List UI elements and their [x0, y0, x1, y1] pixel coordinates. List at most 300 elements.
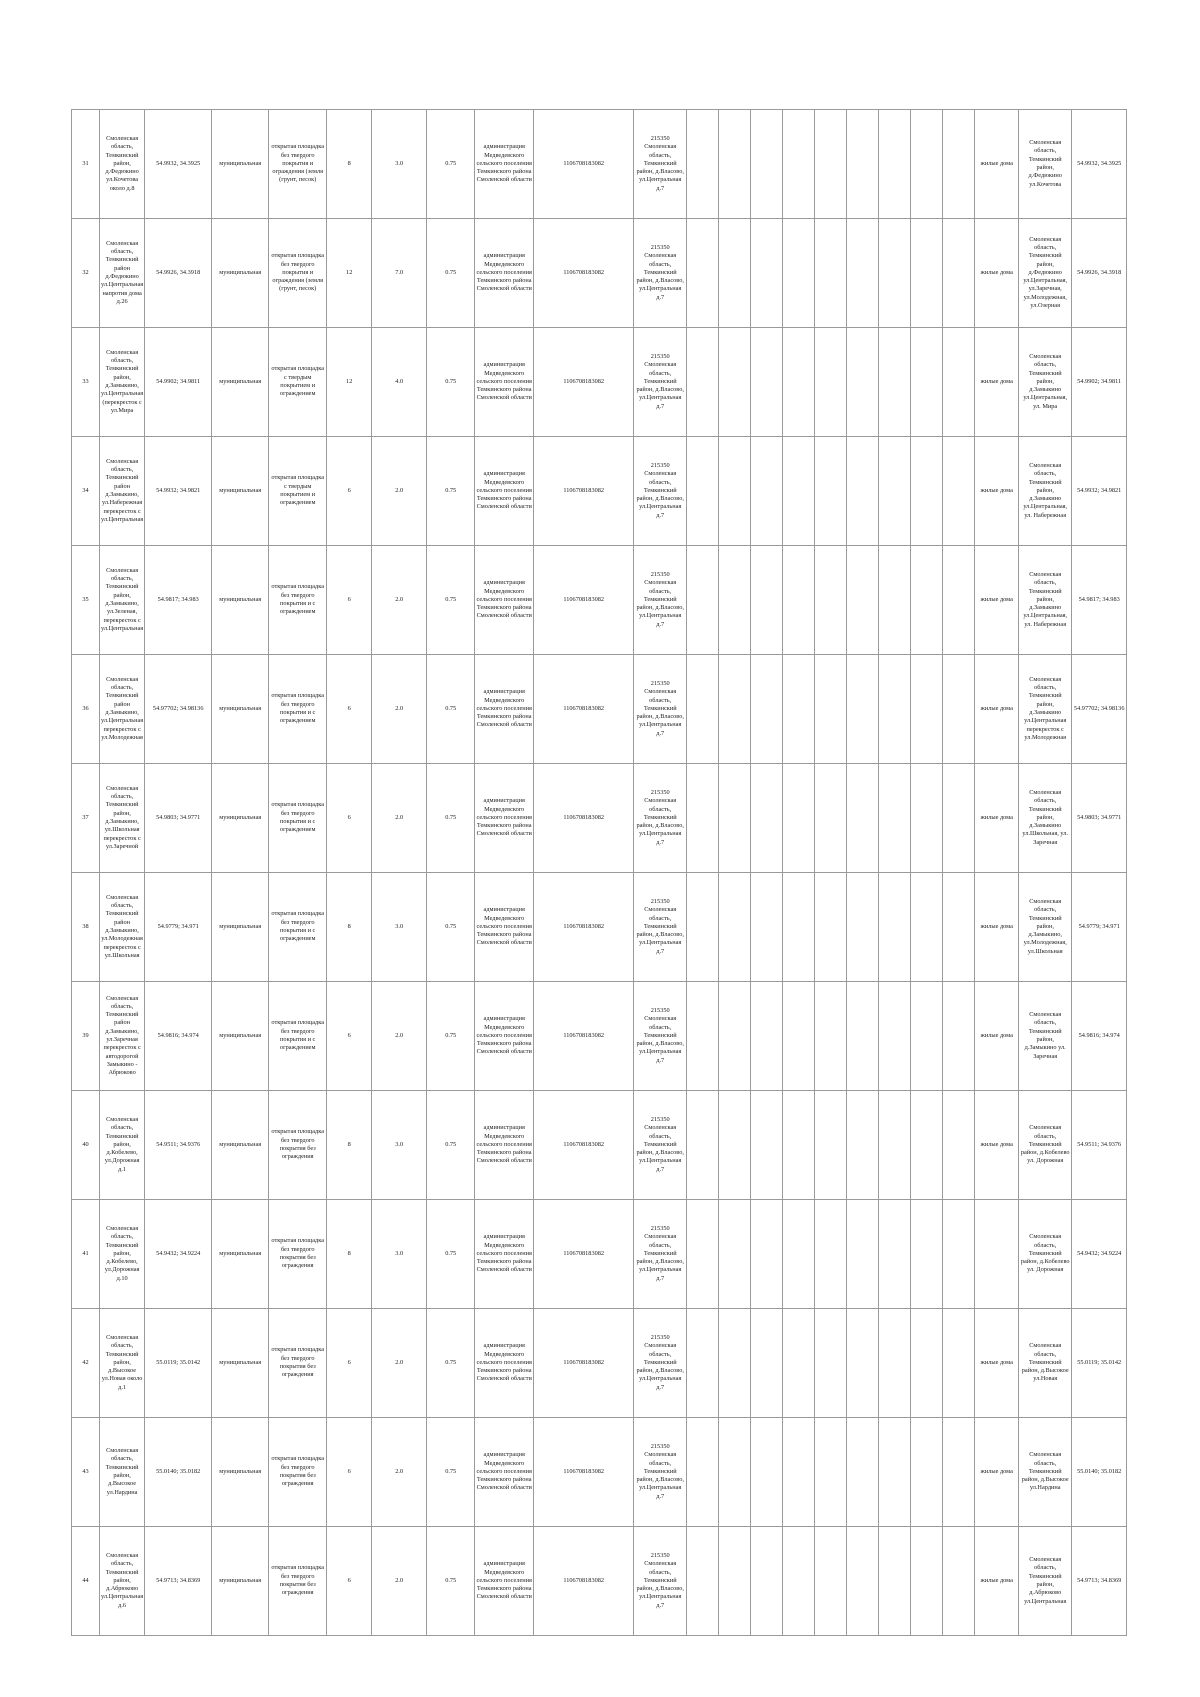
- owner-address: 215350 Смоленская область, Темкинский район, д.Власово, ул.Центральная д.7: [634, 764, 687, 873]
- empty-cell: [687, 982, 719, 1091]
- empty-cell: [815, 328, 847, 437]
- waste-source-type: жилые дома: [975, 655, 1019, 764]
- container-volume: 0.75: [427, 110, 475, 219]
- empty-cell: [751, 328, 783, 437]
- empty-cell: [815, 1309, 847, 1418]
- served-coordinates: 55.0140; 35.0182: [1072, 1418, 1127, 1527]
- empty-cell: [751, 764, 783, 873]
- empty-cell: [751, 1418, 783, 1527]
- ownership-type: муниципальная: [212, 982, 269, 1091]
- empty-cell: [911, 546, 943, 655]
- site-coordinates: 54.9803; 34.9771: [145, 764, 212, 873]
- empty-cell: [687, 219, 719, 328]
- empty-cell: [847, 1527, 879, 1636]
- empty-cell: [879, 1418, 911, 1527]
- site-description: открытая площадка с твердым покрытием и ограждением: [269, 437, 327, 546]
- empty-cell: [943, 219, 975, 328]
- site-area: 8: [327, 1091, 372, 1200]
- empty-cell: [911, 1309, 943, 1418]
- container-volume: 0.75: [427, 1200, 475, 1309]
- empty-cell: [687, 764, 719, 873]
- site-coordinates: 54.9779; 34.971: [145, 873, 212, 982]
- owner-address: 215350 Смоленская область, Темкинский район, д.Власово, ул.Центральная д.7: [634, 546, 687, 655]
- empty-cell: [751, 982, 783, 1091]
- empty-cell: [751, 655, 783, 764]
- empty-cell: [751, 110, 783, 219]
- site-coordinates: 54.9932; 34.9821: [145, 437, 212, 546]
- ownership-type: муниципальная: [212, 1309, 269, 1418]
- row-number: 40: [72, 1091, 100, 1200]
- ownership-type: муниципальная: [212, 873, 269, 982]
- site-coordinates: 54.9817; 34.983: [145, 546, 212, 655]
- site-description: открытая площадка без твердого покрытия и с ограждением: [269, 655, 327, 764]
- empty-cell: [879, 1200, 911, 1309]
- ownership-type: муниципальная: [212, 1091, 269, 1200]
- empty-cell: [815, 873, 847, 982]
- empty-cell: [911, 1527, 943, 1636]
- table-row: [72, 1418, 1127, 1527]
- empty-cell: [847, 1200, 879, 1309]
- empty-cell: [783, 1309, 815, 1418]
- ownership-type: муниципальная: [212, 437, 269, 546]
- empty-cell: [687, 110, 719, 219]
- table-row: [72, 437, 1127, 546]
- waste-source-type: жилые дома: [975, 764, 1019, 873]
- owner-ogrn: 1106708183082: [534, 1091, 634, 1200]
- empty-cell: [815, 437, 847, 546]
- container-count: 7.0: [372, 219, 427, 328]
- empty-cell: [783, 1418, 815, 1527]
- served-objects: Смоленская область, Темкинский район, д.Высокое ул.Нардина: [1019, 1418, 1072, 1527]
- ownership-type: муниципальная: [212, 655, 269, 764]
- empty-cell: [943, 328, 975, 437]
- owner-address: 215350 Смоленская область, Темкинский район, д.Власово, ул.Центральная д.7: [634, 1527, 687, 1636]
- site-description: открытая площадка без твердого покрытия и ограждения (земля (грунт, песок): [269, 219, 327, 328]
- waste-source-type: жилые дома: [975, 873, 1019, 982]
- site-address: Смоленская область, Темкинский район, д.Замыкино, ул.Центральная (перекресток с ул.Мира: [100, 328, 145, 437]
- empty-cell: [783, 219, 815, 328]
- site-area: 6: [327, 1527, 372, 1636]
- site-area: 8: [327, 110, 372, 219]
- row-number: 36: [72, 655, 100, 764]
- empty-cell: [719, 110, 751, 219]
- site-area: 6: [327, 437, 372, 546]
- row-number: 38: [72, 873, 100, 982]
- site-coordinates: 54.9432; 34.9224: [145, 1200, 212, 1309]
- container-volume: 0.75: [427, 1091, 475, 1200]
- empty-cell: [751, 437, 783, 546]
- owner-name: администрация Медведевского сельского поселения Темкинского района Смоленской области: [475, 437, 534, 546]
- served-objects: Смоленская область, Темкинский район, д.Высокое ул.Новая: [1019, 1309, 1072, 1418]
- empty-cell: [719, 655, 751, 764]
- served-objects: Смоленская область, Темкинский район, д.Абрюково ул.Центральная: [1019, 1527, 1072, 1636]
- served-objects: Смоленская область, Темкинский район, д.Замыкино ул.Центральная, ул. Набережная: [1019, 546, 1072, 655]
- site-area: 6: [327, 546, 372, 655]
- site-description: открытая площадка без твердого покрытия и с ограждением: [269, 982, 327, 1091]
- site-address: Смоленская область, Темкинский район д.Замыкино, ул.Набережная перекресток с ул.Центральная: [100, 437, 145, 546]
- owner-name: администрация Медведевского сельского поселения Темкинского района Смоленской области: [475, 110, 534, 219]
- owner-address: 215350 Смоленская область, Темкинский район, д.Власово, ул.Центральная д.7: [634, 655, 687, 764]
- waste-source-type: жилые дома: [975, 328, 1019, 437]
- empty-cell: [815, 1527, 847, 1636]
- waste-source-type: [975, 1200, 1019, 1309]
- empty-cell: [815, 655, 847, 764]
- empty-cell: [687, 437, 719, 546]
- waste-source-type: жилые дома: [975, 1527, 1019, 1636]
- empty-cell: [943, 873, 975, 982]
- ownership-type: муниципальная: [212, 1527, 269, 1636]
- container-count: 3.0: [372, 873, 427, 982]
- empty-cell: [943, 1309, 975, 1418]
- site-coordinates: 54.9902; 34.9811: [145, 328, 212, 437]
- served-objects: Смоленская область, Темкинский район, д.Кобелево ул. Дорожная: [1019, 1200, 1072, 1309]
- empty-cell: [911, 110, 943, 219]
- empty-cell: [943, 110, 975, 219]
- owner-address: 215350 Смоленская область, Темкинский район, д.Власово, ул.Центральная д.7: [634, 110, 687, 219]
- served-objects: Смоленская область, Темкинский район, д.Замыкино, ул.Молодежная, ул.Школьная: [1019, 873, 1072, 982]
- site-description: открытая площадка без твердого покрытия без ограждения: [269, 1418, 327, 1527]
- owner-name: администрация Медведевского сельского поселения Темкинского района Смоленской области: [475, 873, 534, 982]
- empty-cell: [719, 1200, 751, 1309]
- empty-cell: [943, 1527, 975, 1636]
- container-count: 2.0: [372, 764, 427, 873]
- served-coordinates: 54.9803; 34.9771: [1072, 764, 1127, 873]
- row-number: 37: [72, 764, 100, 873]
- empty-cell: [751, 219, 783, 328]
- served-objects: Смоленская область, Темкинский район, д.Замыкино ул. Заречная: [1019, 982, 1072, 1091]
- empty-cell: [847, 1309, 879, 1418]
- empty-cell: [687, 1091, 719, 1200]
- empty-cell: [911, 437, 943, 546]
- owner-name: администрация Медведевского сельского поселения Темкинского района Смоленской области: [475, 1309, 534, 1418]
- table-row: [72, 219, 1127, 328]
- container-count: 3.0: [372, 1091, 427, 1200]
- served-coordinates: 54.9432; 34.9224: [1072, 1200, 1127, 1309]
- owner-name: администрация Медведевского сельского поселения Темкинского района Смоленской области: [475, 546, 534, 655]
- site-address: Смоленская область, Темкинский район, д.Замыкино, ул.Зеленая, перекресток с ул.Центральная: [100, 546, 145, 655]
- waste-source-type: жилые дома: [975, 437, 1019, 546]
- table-row: [72, 1200, 1127, 1309]
- container-count: 2.0: [372, 1309, 427, 1418]
- ownership-type: муниципальная: [212, 219, 269, 328]
- empty-cell: [719, 1309, 751, 1418]
- empty-cell: [783, 546, 815, 655]
- owner-ogrn: 1106708183082: [534, 1309, 634, 1418]
- empty-cell: [911, 764, 943, 873]
- owner-name: администрация Медведевского сельского поселения Темкинского района Смоленской области: [475, 1091, 534, 1200]
- empty-cell: [815, 546, 847, 655]
- empty-cell: [943, 546, 975, 655]
- empty-cell: [783, 110, 815, 219]
- owner-ogrn: 1106708183082: [534, 764, 634, 873]
- owner-ogrn: 1106708183082: [534, 219, 634, 328]
- container-count: 4.0: [372, 328, 427, 437]
- owner-ogrn: 1106708183082: [534, 1200, 634, 1309]
- table-row: [72, 873, 1127, 982]
- container-count: 2.0: [372, 1418, 427, 1527]
- owner-name: администрация Медведевского сельского поселения Темкинского района Смоленской области: [475, 655, 534, 764]
- empty-cell: [815, 1091, 847, 1200]
- site-address: Смоленская область, Темкинский район д.Федюкино ул.Центральная напротив дома д.26: [100, 219, 145, 328]
- served-objects: Смоленская область, Темкинский район, д.Замыкино ул.Центральная перекресток с ул.Молодежная: [1019, 655, 1072, 764]
- empty-cell: [687, 546, 719, 655]
- empty-cell: [943, 437, 975, 546]
- data-table: [71, 109, 1127, 1636]
- ownership-type: муниципальная: [212, 328, 269, 437]
- empty-cell: [815, 1418, 847, 1527]
- site-description: открытая площадка без твердого покрытия без ограждения: [269, 1309, 327, 1418]
- container-count: 2.0: [372, 437, 427, 546]
- empty-cell: [879, 437, 911, 546]
- site-address: Смоленская область, Темкинский район д.Замыкино, ул.Заречная перекресток с автодорогой Замыкино - Абрюково: [100, 982, 145, 1091]
- row-number: 44: [72, 1527, 100, 1636]
- empty-cell: [783, 328, 815, 437]
- container-count: 2.0: [372, 546, 427, 655]
- owner-ogrn: 1106708183082: [534, 546, 634, 655]
- served-coordinates: 54.9713; 34.8369: [1072, 1527, 1127, 1636]
- site-area: 12: [327, 328, 372, 437]
- container-count: 3.0: [372, 110, 427, 219]
- owner-ogrn: 1106708183082: [534, 437, 634, 546]
- empty-cell: [879, 764, 911, 873]
- site-address: Смоленская область, Темкинский район, д.Федюкино ул.Кочетова около д.8: [100, 110, 145, 219]
- served-coordinates: 54.9926, 34.3918: [1072, 219, 1127, 328]
- empty-cell: [719, 219, 751, 328]
- empty-cell: [911, 1418, 943, 1527]
- table-row: [72, 982, 1127, 1091]
- site-coordinates: 55.0119; 35.0142: [145, 1309, 212, 1418]
- empty-cell: [847, 1091, 879, 1200]
- empty-cell: [911, 1091, 943, 1200]
- empty-cell: [783, 764, 815, 873]
- empty-cell: [815, 110, 847, 219]
- empty-cell: [879, 1091, 911, 1200]
- empty-cell: [687, 328, 719, 437]
- empty-cell: [719, 437, 751, 546]
- empty-cell: [847, 437, 879, 546]
- empty-cell: [815, 219, 847, 328]
- empty-cell: [879, 873, 911, 982]
- site-address: Смоленская область, Темкинский район, д.Кобелево, ул.Дорожная д.10: [100, 1200, 145, 1309]
- container-count: 2.0: [372, 982, 427, 1091]
- container-volume: 0.75: [427, 764, 475, 873]
- site-area: 6: [327, 655, 372, 764]
- container-count: 3.0: [372, 1200, 427, 1309]
- empty-cell: [847, 546, 879, 655]
- empty-cell: [751, 546, 783, 655]
- served-objects: Смоленская область, Темкинский район, д.Федюкино ул.Центральная, ул.Заречная, ул.Молодежная, ул.Озерная: [1019, 219, 1072, 328]
- site-area: 12: [327, 219, 372, 328]
- empty-cell: [783, 873, 815, 982]
- site-address: Смоленская область, Темкинский район д.Замыкино, ул.Центральная перекресток с ул.Молодежная: [100, 655, 145, 764]
- empty-cell: [911, 655, 943, 764]
- empty-cell: [911, 219, 943, 328]
- served-coordinates: 55.0119; 35.0142: [1072, 1309, 1127, 1418]
- served-objects: Смоленская область, Темкинский район, д.Федюкино ул.Кочетова: [1019, 110, 1072, 219]
- owner-ogrn: 1106708183082: [534, 873, 634, 982]
- empty-cell: [687, 1527, 719, 1636]
- empty-cell: [943, 1091, 975, 1200]
- empty-cell: [719, 1527, 751, 1636]
- served-objects: Смоленская область, Темкинский район, д.Замыкино ул.Центральная, ул. Набережная: [1019, 437, 1072, 546]
- empty-cell: [879, 546, 911, 655]
- empty-cell: [847, 219, 879, 328]
- site-area: 6: [327, 1418, 372, 1527]
- row-number: 32: [72, 219, 100, 328]
- site-description: открытая площадка без твердого покрытия без ограждения: [269, 1091, 327, 1200]
- served-objects: Смоленская область, Темкинский район, д.Замыкино ул.Центральная, ул. Мира: [1019, 328, 1072, 437]
- waste-source-type: жилые дома: [975, 1091, 1019, 1200]
- empty-cell: [719, 1418, 751, 1527]
- served-coordinates: 54.9779; 34.971: [1072, 873, 1127, 982]
- served-coordinates: 54.9902; 34.9811: [1072, 328, 1127, 437]
- site-coordinates: 54.9713; 34.8369: [145, 1527, 212, 1636]
- table-row: [72, 764, 1127, 873]
- container-volume: 0.75: [427, 219, 475, 328]
- site-coordinates: 54.9511; 34.9376: [145, 1091, 212, 1200]
- owner-address: 215350 Смоленская область, Темкинский район, д.Власово, ул.Центральная д.7: [634, 1309, 687, 1418]
- served-objects: Смоленская область, Темкинский район, д.Кобелево ул. Дорожная: [1019, 1091, 1072, 1200]
- empty-cell: [751, 1527, 783, 1636]
- ownership-type: муниципальная: [212, 110, 269, 219]
- container-volume: 0.75: [427, 546, 475, 655]
- empty-cell: [719, 1091, 751, 1200]
- site-area: 8: [327, 873, 372, 982]
- waste-source-type: жилые дома: [975, 1418, 1019, 1527]
- container-volume: 0.75: [427, 655, 475, 764]
- waste-source-type: жилые дома: [975, 1309, 1019, 1418]
- table-row: [72, 1309, 1127, 1418]
- waste-source-type: жилые дома: [975, 546, 1019, 655]
- served-coordinates: 54.97702; 34.98136: [1072, 655, 1127, 764]
- empty-cell: [879, 1309, 911, 1418]
- empty-cell: [783, 655, 815, 764]
- empty-cell: [719, 546, 751, 655]
- container-volume: 0.75: [427, 982, 475, 1091]
- container-volume: 0.75: [427, 437, 475, 546]
- row-number: 42: [72, 1309, 100, 1418]
- site-address: Смоленская область, Темкинский район д.Замыкино, ул.Молодежная перекресток с ул.Школьная: [100, 873, 145, 982]
- empty-cell: [783, 437, 815, 546]
- waste-source-type: жилые дома: [975, 982, 1019, 1091]
- empty-cell: [783, 982, 815, 1091]
- empty-cell: [847, 1418, 879, 1527]
- site-area: 6: [327, 764, 372, 873]
- owner-name: администрация Медведевского сельского поселения Темкинского района Смоленской области: [475, 1200, 534, 1309]
- empty-cell: [783, 1200, 815, 1309]
- ownership-type: муниципальная: [212, 1418, 269, 1527]
- site-description: открытая площадка без твердого покрытия и с ограждением: [269, 764, 327, 873]
- empty-cell: [687, 873, 719, 982]
- row-number: 41: [72, 1200, 100, 1309]
- owner-name: администрация Медведевского сельского поселения Темкинского района Смоленской области: [475, 982, 534, 1091]
- row-number: 35: [72, 546, 100, 655]
- owner-ogrn: 1106708183082: [534, 1418, 634, 1527]
- empty-cell: [943, 1200, 975, 1309]
- site-description: открытая площадка без твердого покрытия без ограждения: [269, 1527, 327, 1636]
- site-address: Смоленская область, Темкинский район, д.Высокое ул.Нардина: [100, 1418, 145, 1527]
- empty-cell: [687, 1418, 719, 1527]
- empty-cell: [911, 1200, 943, 1309]
- site-description: открытая площадка с твердым покрытием и ограждением: [269, 328, 327, 437]
- served-coordinates: 54.9932, 34.3925: [1072, 110, 1127, 219]
- waste-source-type: жилые дома: [975, 110, 1019, 219]
- owner-name: администрация Медведевского сельского поселения Темкинского района Смоленской области: [475, 1527, 534, 1636]
- container-volume: 0.75: [427, 1309, 475, 1418]
- site-coordinates: 54.97702; 34.98136: [145, 655, 212, 764]
- owner-address: 215350 Смоленская область, Темкинский район, д.Власово, ул.Центральная д.7: [634, 1200, 687, 1309]
- empty-cell: [847, 982, 879, 1091]
- container-volume: 0.75: [427, 873, 475, 982]
- empty-cell: [911, 328, 943, 437]
- empty-cell: [847, 110, 879, 219]
- table-row: [72, 110, 1127, 219]
- owner-address: 215350 Смоленская область, Темкинский район, д.Власово, ул.Центральная д.7: [634, 437, 687, 546]
- site-address: Смоленская область, Темкинский район, д.Кобелево, ул.Дорожная д.1: [100, 1091, 145, 1200]
- owner-address: 215350 Смоленская область, Темкинский район, д.Власово, ул.Центральная д.7: [634, 982, 687, 1091]
- container-volume: 0.75: [427, 1418, 475, 1527]
- table-row: [72, 1527, 1127, 1636]
- empty-cell: [815, 982, 847, 1091]
- owner-address: 215350 Смоленская область, Темкинский район, д.Власово, ул.Центральная д.7: [634, 1091, 687, 1200]
- site-description: открытая площадка без твердого покрытия и ограждения (земля (грунт, песок): [269, 110, 327, 219]
- empty-cell: [751, 1091, 783, 1200]
- site-area: 6: [327, 1309, 372, 1418]
- empty-cell: [687, 1200, 719, 1309]
- served-coordinates: 54.9817; 34.983: [1072, 546, 1127, 655]
- owner-ogrn: 1106708183082: [534, 1527, 634, 1636]
- owner-name: администрация Медведевского сельского поселения Темкинского района Смоленской области: [475, 219, 534, 328]
- empty-cell: [751, 873, 783, 982]
- site-address: Смоленская область, Темкинский район, д.Замыкино, ул.Школьная перекресток с ул.Заречной: [100, 764, 145, 873]
- row-number: 33: [72, 328, 100, 437]
- table-row: [72, 546, 1127, 655]
- empty-cell: [783, 1091, 815, 1200]
- ownership-type: муниципальная: [212, 546, 269, 655]
- owner-ogrn: 1106708183082: [534, 982, 634, 1091]
- site-coordinates: 54.9816; 34.974: [145, 982, 212, 1091]
- container-count: 2.0: [372, 1527, 427, 1636]
- empty-cell: [751, 1200, 783, 1309]
- empty-cell: [719, 328, 751, 437]
- ownership-type: муниципальная: [212, 764, 269, 873]
- empty-cell: [879, 1527, 911, 1636]
- empty-cell: [847, 655, 879, 764]
- container-volume: 0.75: [427, 1527, 475, 1636]
- row-number: 39: [72, 982, 100, 1091]
- row-number: 43: [72, 1418, 100, 1527]
- empty-cell: [815, 764, 847, 873]
- empty-cell: [943, 1418, 975, 1527]
- served-coordinates: 54.9511; 34.9376: [1072, 1091, 1127, 1200]
- empty-cell: [719, 873, 751, 982]
- empty-cell: [719, 764, 751, 873]
- owner-address: 215350 Смоленская область, Темкинский район, д.Власово, ул.Центральная д.7: [634, 1418, 687, 1527]
- site-description: открытая площадка без твердого покрытия и с ограждением: [269, 546, 327, 655]
- table-row: [72, 655, 1127, 764]
- served-coordinates: 54.9816; 34.974: [1072, 982, 1127, 1091]
- empty-cell: [783, 1527, 815, 1636]
- table-row: [72, 328, 1127, 437]
- owner-address: 215350 Смоленская область, Темкинский район, д.Власово, ул.Центральная д.7: [634, 873, 687, 982]
- empty-cell: [847, 873, 879, 982]
- site-coordinates: 54.9926, 34.3918: [145, 219, 212, 328]
- empty-cell: [687, 655, 719, 764]
- row-number: 34: [72, 437, 100, 546]
- site-description: открытая площадка без твердого покрытия без ограждения: [269, 1200, 327, 1309]
- owner-ogrn: 1106708183082: [534, 110, 634, 219]
- empty-cell: [847, 328, 879, 437]
